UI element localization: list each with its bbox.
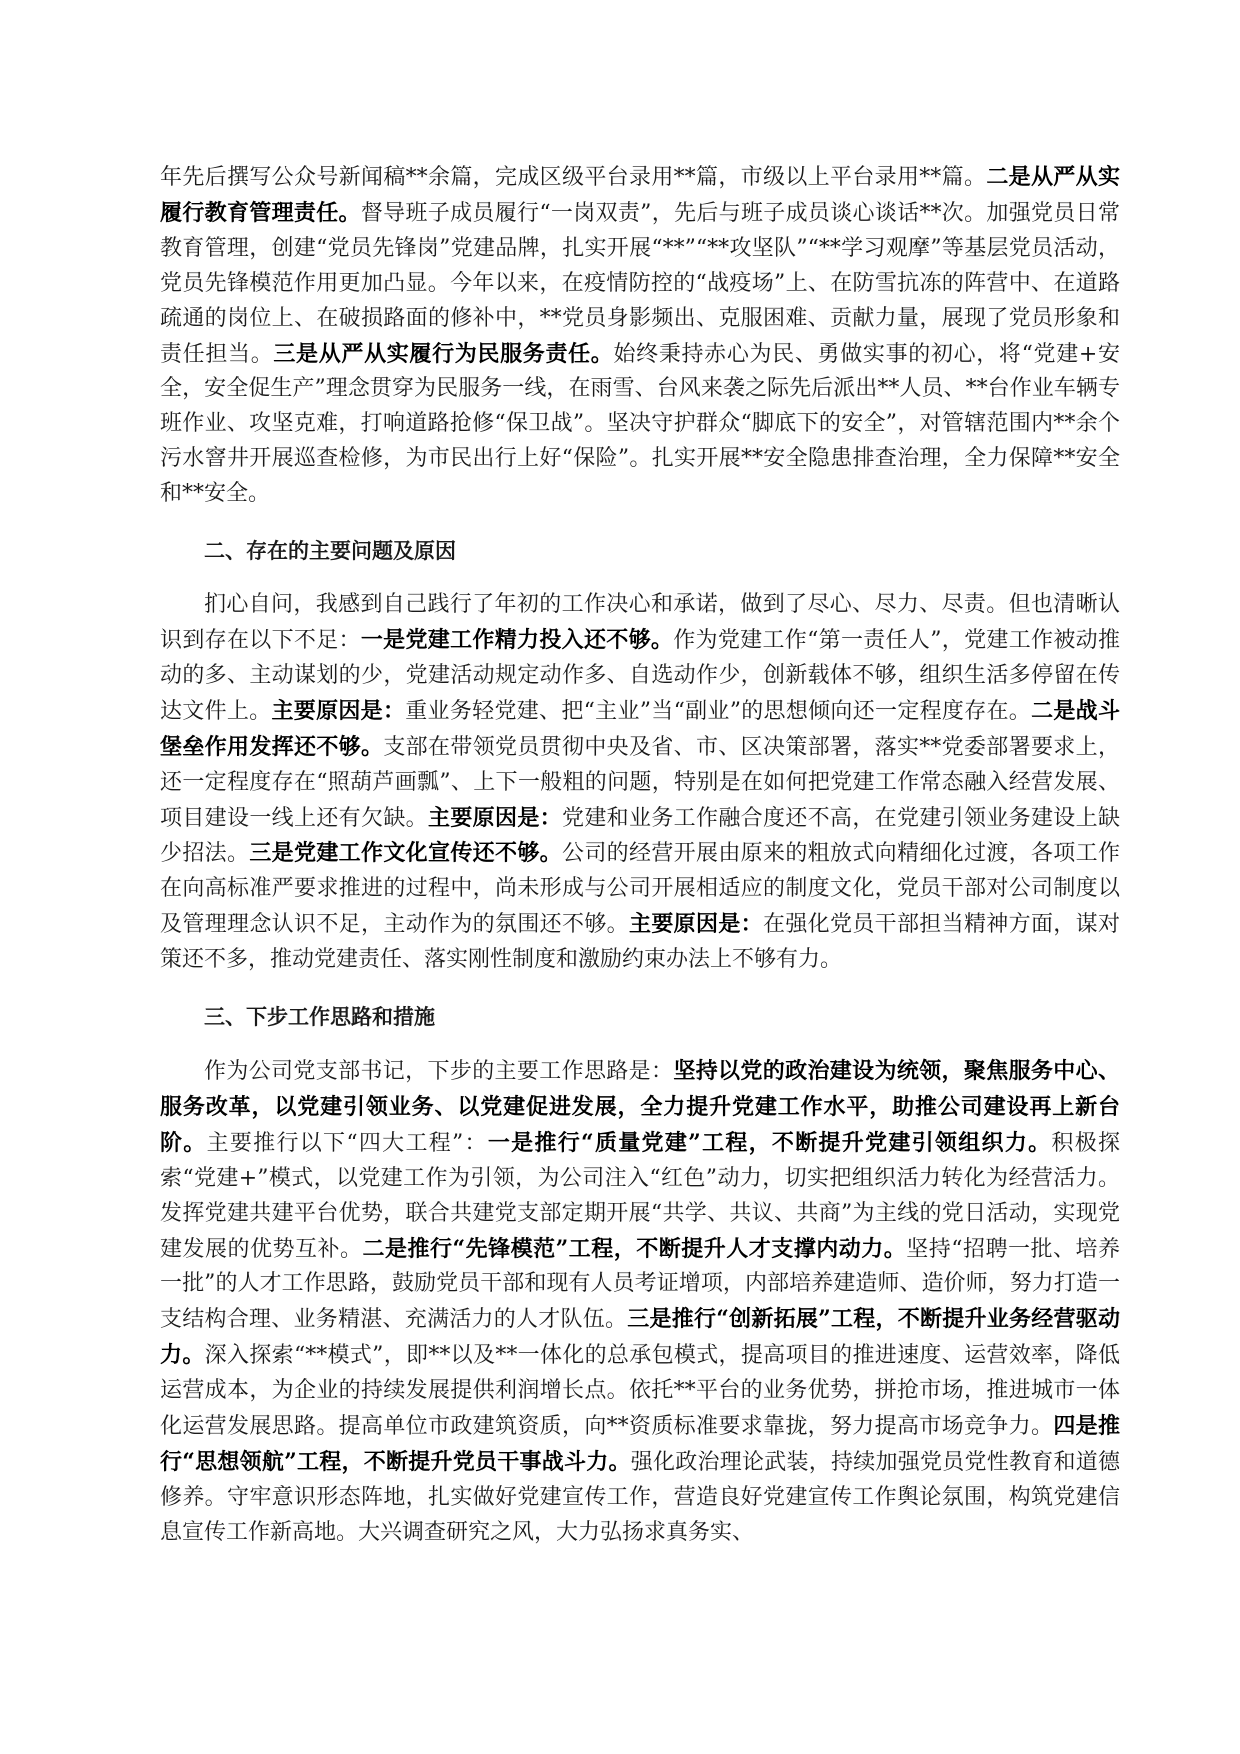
- text-run: 作为党建工作“第一责任人”，党建工作被动推动的多、主动谋划的少，党建活动规定动作多、自选动作少，创新载体不够，组织生活多停留在传达文件上。: [160, 627, 1120, 724]
- bold-text-run: 主要原因是：: [428, 804, 562, 831]
- body-paragraph: [160, 160, 1120, 512]
- text-run: 年先后撰写公众号新闻稿**余篇，完成区级平台录用**篇，市级以上平台录用**篇。: [160, 165, 987, 190]
- text-run: 扪心自问，我感到自己践行了年初的工作决心和承诺，做到了尽心、尽力、尽责。但也清晰认识到存在以下不足：: [160, 592, 1120, 653]
- bold-text-run: 二是推行“先锋模范”工程，不断提升人才支撑内动力。: [362, 1235, 907, 1262]
- text-run: 积极探索“党建+”模式，以党建工作为引领，为公司注入“红色”动力，切实把组织活力转化为经营活力。发挥党建共建平台优势，联合共建党支部定期开展“共学、共议、共商”为主线的党日活动，实现党建发展的优势互补。: [160, 1130, 1120, 1262]
- bold-text-run: 三是党建工作文化宣传还不够。: [249, 840, 562, 867]
- bold-text-run: 三是推行“创新拓展”工程，不断提升业务经营驱动力。: [160, 1306, 1120, 1369]
- bold-text-run: 一是推行“质量党建”工程，不断提升党建引领组织力。: [487, 1129, 1052, 1156]
- body-paragraph: [160, 1054, 1120, 1551]
- text-run: 作为公司党支部书记，下步的主要工作思路是：: [204, 1059, 674, 1085]
- text-run: 督导班子成员履行“一岗双责”，先后与班子成员谈心谈话**次。加强党员日常教育管理，创建“党员先锋岗”党建品牌，扎实开展“**”“**攻坚队”“**学习观摩”等基层党员活动，党员先锋模范作用更加凸显。今年以来，在疫情防控的“战疫场”上、在防雪抗冻的阵营中、在道路疏通的岗位上、在破损路面的修补中，**党员身影频出、克服困难、贡献力量，展现了党员形象和责任担当。: [160, 200, 1120, 367]
- body-paragraph: [160, 588, 1120, 978]
- text-run: 支部在带领党员贯彻中央及省、市、区决策部署，落实**党委部署要求上，还一定程度存在“照葫芦画瓢”、上下一般粗的问题，特别是在如何把党建工作常态融入经营发展、项目建设一线上还有欠缺。: [160, 734, 1120, 831]
- document-page: [160, 160, 1120, 1551]
- section-heading: 二、存在的主要问题及原因: [204, 539, 456, 564]
- section-heading: 三、下步工作思路和措施: [204, 1005, 435, 1030]
- text-run: 始终秉持赤心为民、勇做实事的初心，将“党建+安全，安全促生产”理念贯穿为民服务一线，在雨雪、台风来袭之际先后派出**人员、**台作业车辆专班作业、攻坚克难，打响道路抢修“保卫战”。坚决守护群众“脚底下的安全”，对管辖范围内**余个污水窨井开展巡查检修，为市民出行上好“保险”。扎实开展**安全隐患排查治理，全力保障**安全和**安全。: [160, 341, 1120, 507]
- bold-text-run: 坚持以党的政治建设为统领，聚焦服务中心、服务改革，以党建引领业务、以党建促进发展，全力提升党建工作水平，助推公司建设再上新台阶。: [160, 1058, 1120, 1156]
- text-run: 公司的经营开展由原来的粗放式向精细化过渡，各项工作在向高标准严要求推进的过程中，尚未形成与公司开展相适应的制度文化，党员干部对公司制度以及管理理念认识不足，主动作为的氛围还不够。: [160, 841, 1120, 938]
- bold-text-run: 四是推行“思想领航”工程，不断提升党员干事战斗力。: [160, 1413, 1120, 1475]
- text-run: 在强化党员干部担当精神方面，谋对策还不多，推动党建责任、落实刚性制度和激励约束办法上不够有力。: [160, 912, 1120, 973]
- bold-text-run: 主要原因是：: [271, 697, 406, 724]
- text-run: 主要推行以下“四大工程”：: [206, 1130, 488, 1156]
- bold-text-run: 三是从严从实履行为民服务责任。: [273, 340, 614, 367]
- bold-text-run: 二是从严从实履行教育管理责任。: [160, 164, 1120, 226]
- bold-text-run: 一是党建工作精力投入还不够。: [360, 626, 674, 653]
- text-run: 强化政治理论武装，持续加强党员党性教育和道德修养。守牢意识形态阵地，扎实做好党建宣传工作，营造良好党建宣传工作舆论氛围，构筑党建信息宣传工作新高地。大兴调查研究之风，大力弘扬求真务实、: [160, 1450, 1120, 1545]
- text-run: 重业务轻党建、把“主业”当“副业”的思想倾向还一定程度存在。: [405, 698, 1032, 724]
- bold-text-run: 主要原因是：: [628, 911, 763, 938]
- text-run: 深入探索“**模式”，即**以及**一体化的总承包模式，提高项目的推进速度、运营效率，降低运营成本，为企业的持续发展提供利润增长点。依托**平台的业务优势，拼抢市场，推进城市一体化运营发展思路。提高单位市政建筑资质，向**资质标准要求靠拢，努力提高市场竞争力。: [160, 1343, 1120, 1440]
- text-run: 党建和业务工作融合度还不高，在党建引领业务建设上缺少招法。: [160, 805, 1120, 867]
- text-run: 坚持“招聘一批、培养一批”的人才工作思路，鼓励党员干部和现有人员考证增项，内部培养建造师、造价师，努力打造一支结构合理、业务精湛、充满活力的人才队伍。: [160, 1236, 1120, 1333]
- bold-text-run: 二是战斗堡垒作用发挥还不够。: [160, 697, 1120, 760]
